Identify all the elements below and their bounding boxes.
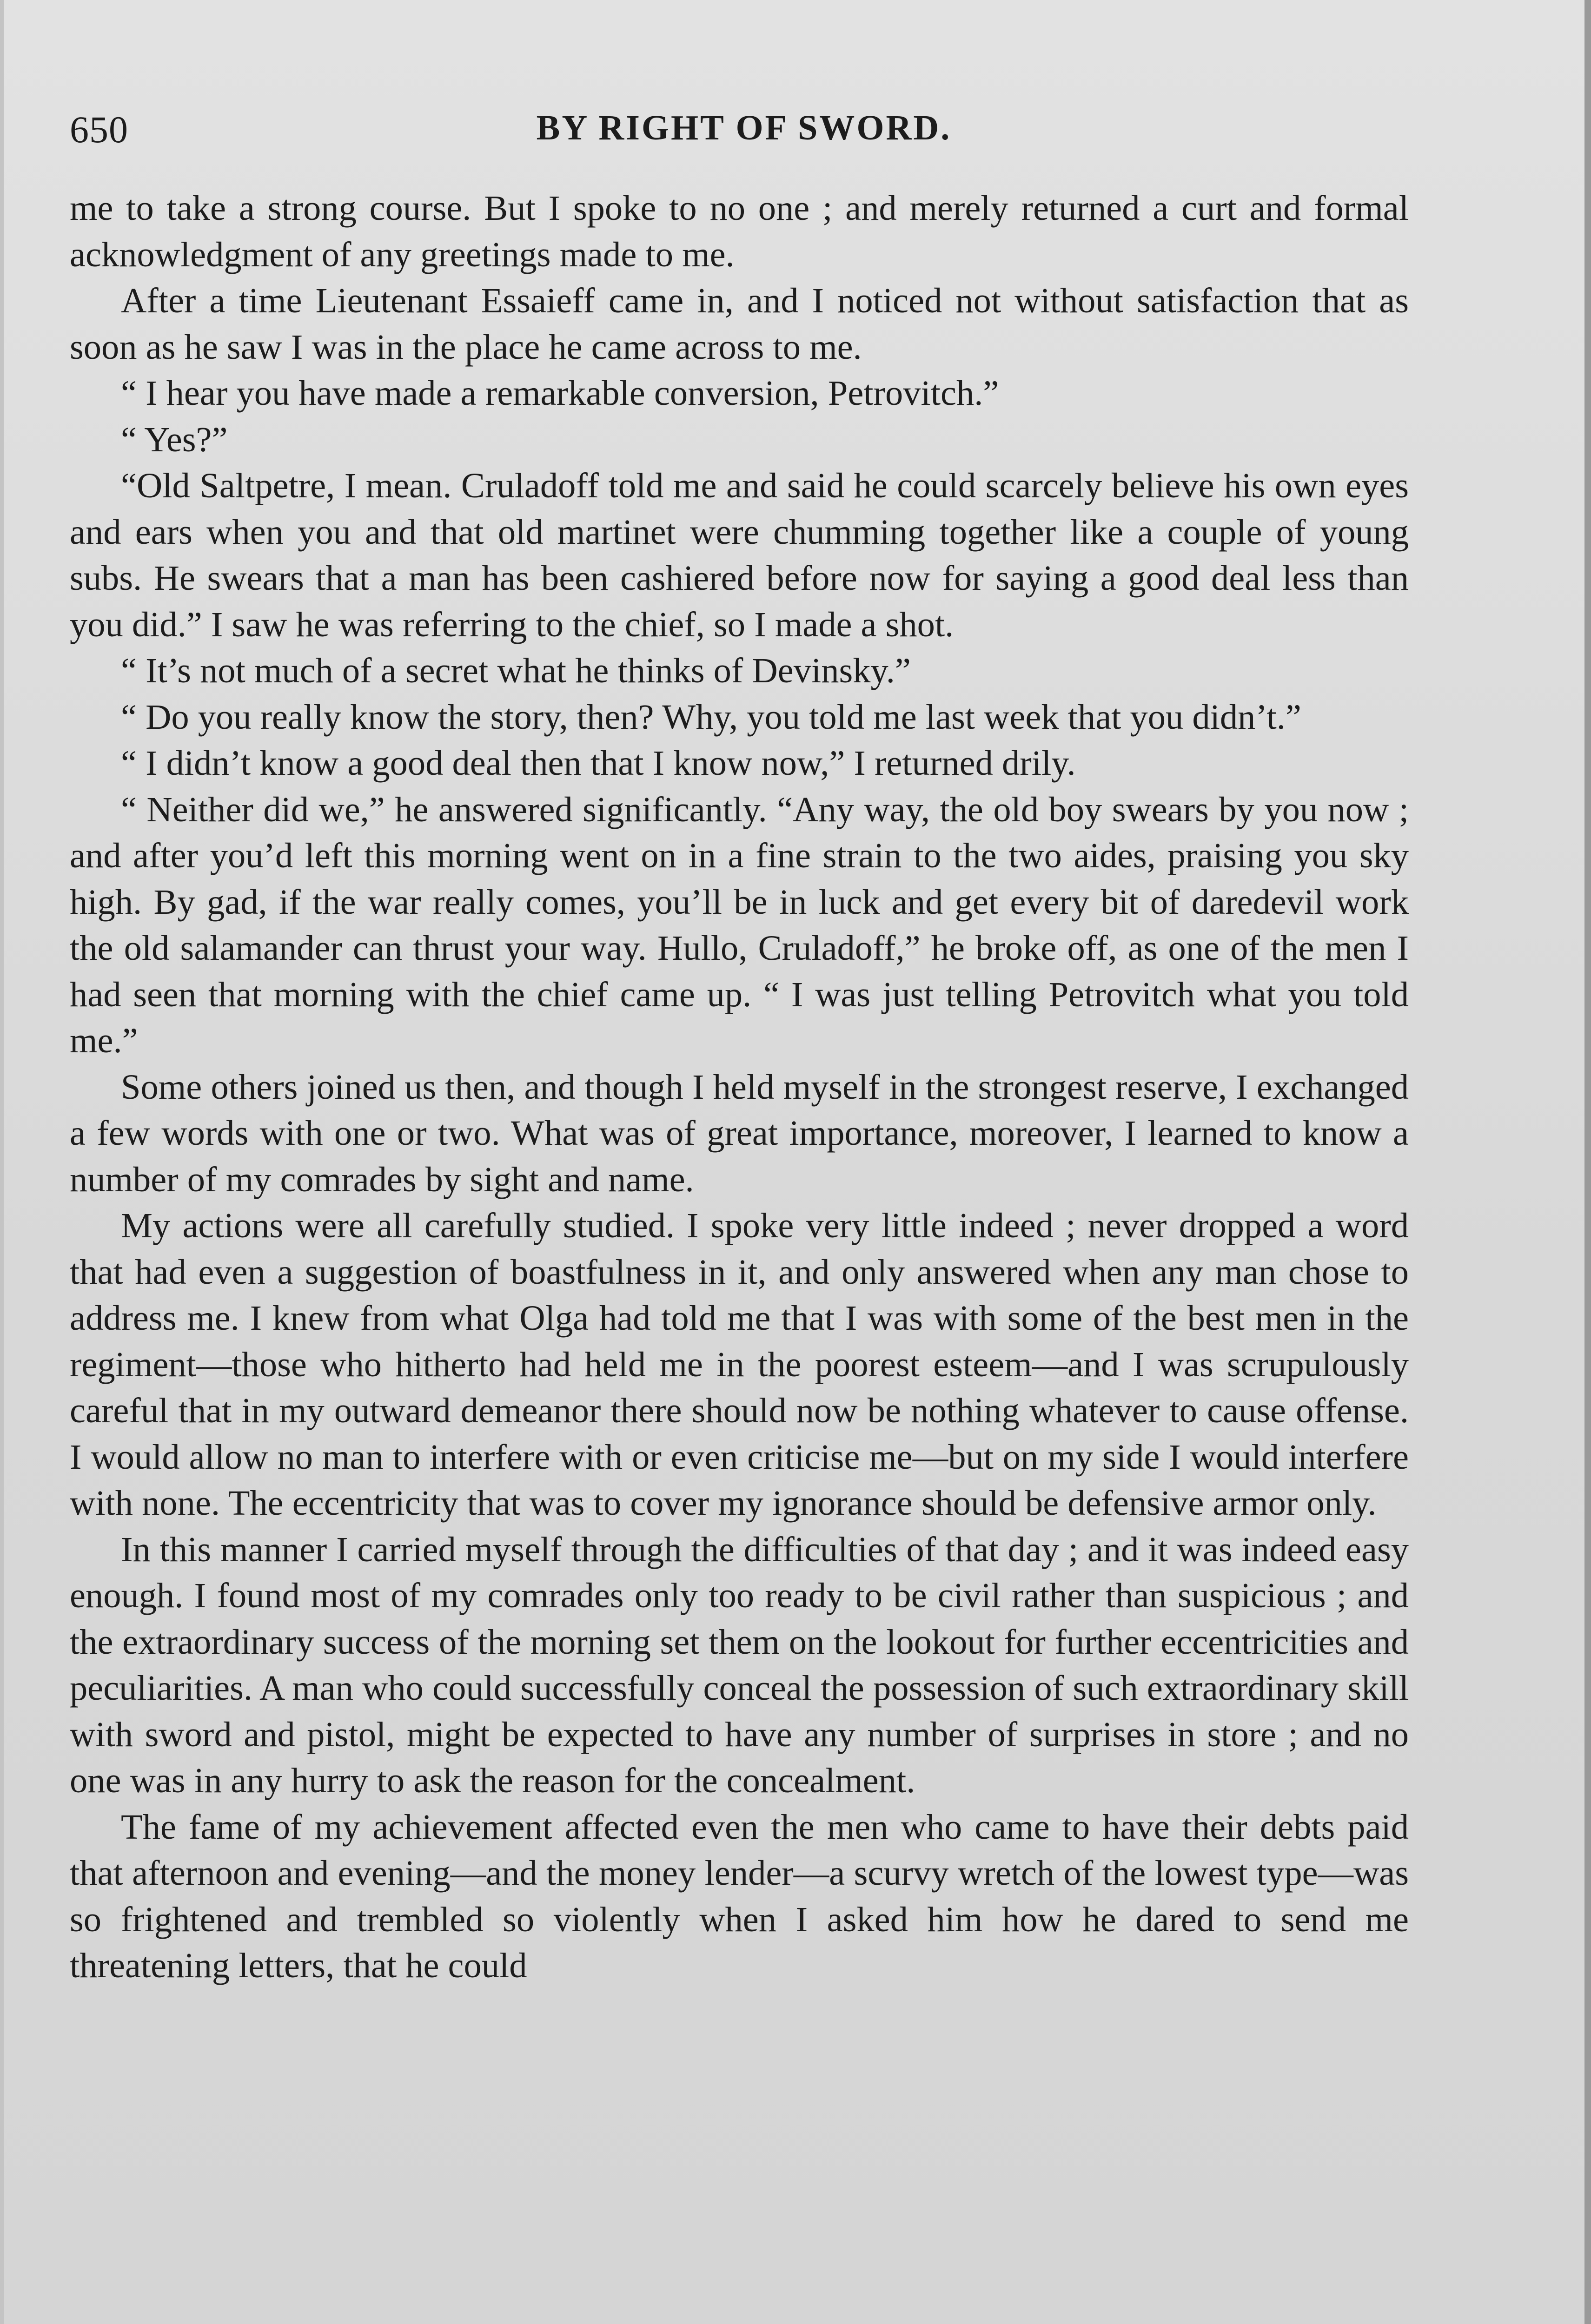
paragraph: “ Do you really know the story, then? Why, you told me last week that you didn’t.” bbox=[121, 697, 1301, 737]
paragraph: me to take a strong course. But I spoke to no one ; and merely returned a curt and formal acknowledgment of any greetings made to me. bbox=[70, 188, 1409, 274]
paragraph: Some others joined us then, and though I held myself in the strongest reserve, I exchanged a few words with one or two. What was of great importance, moreover, I learned to know a number of my comrades by sight and name. bbox=[70, 1067, 1409, 1199]
paragraph: After a time Lieutenant Essaieff came in, and I noticed not without satisfaction that as soon as he saw I was in the place he came across to me. bbox=[70, 281, 1409, 367]
paragraph: “ Yes?” bbox=[121, 419, 228, 459]
book-title: BY RIGHT OF SWORD. bbox=[536, 108, 952, 147]
paragraph: “ It’s not much of a secret what he thinks of Devinsky.” bbox=[121, 651, 911, 690]
page-spine-shadow bbox=[0, 0, 4, 2324]
page-number: 650 bbox=[70, 108, 128, 151]
paragraph: “ I didn’t know a good deal then that I know now,” I returned drily. bbox=[121, 743, 1076, 783]
paragraph: “ I hear you have made a remarkable conversion, Petrovitch.” bbox=[121, 373, 999, 413]
paragraph: My actions were all carefully studied. I spoke very little indeed ; never dropped a word that had even a suggestion of boastfulness in it, and only answered when any man chose to address me. I knew from what Olga had told me that I was with some of the best men in the regiment—those who hitherto had held me in the poorest esteem—and I was scrupulously careful that in my outward demeanor there should now be nothing whatever to cause offense. I would allow no man to interfere with or even criticise me—but on my side I would interfere with none. The eccentricity that was to cover my ignorance should be defensive armor only. bbox=[70, 1206, 1409, 1523]
page-edge bbox=[1584, 0, 1591, 2324]
paragraph: In this manner I carried myself through the difficulties of that day ; and it was indeed easy enough. I found most of my comrades only too ready to be civil rather than suspicious ; and the extraordinary success of the morning set them on the lookout for further eccentricities and peculiarities. A man who could successfully conceal the possession of such extraordinary skill with sword and pistol, might be expected to have any number of surprises in store ; and no one was in any hurry to ask the reason for the concealment. bbox=[70, 1529, 1409, 1800]
running-head bbox=[70, 103, 1418, 154]
paragraph: The fame of my achievement affected even the men who came to have their debts paid that afternoon and evening—and the money lender—a scurvy wretch of the lowest type—was so frightened and trembled so violently when I asked him how he dared to send me threatening letters, that he could bbox=[70, 1807, 1409, 1985]
paragraph: “ Neither did we,” he answered significantly. “Any way, the old boy swears by you now ; and after you’d left this morning went on in a fine strain to the two aides, praising you sky high. By gad, if the war really comes, you’ll be in luck and get every bit of daredevil work the old salamander can thrust your way. Hullo, Cruladoff,” he broke off, as one of the men I had seen that morning with the chief came up. “ I was just telling Petrovitch what you told me.” bbox=[70, 789, 1409, 1060]
body-text bbox=[70, 185, 1409, 1989]
paragraph: “Old Saltpetre, I mean. Cruladoff told me and said he could scarcely believe his own eyes and ears when you and that old martinet were chumming together like a couple of young subs. He swears that a man has been cashiered before now for saying a good deal less than you did.” I saw he was referring to the chief, so I made a shot. bbox=[70, 466, 1409, 644]
